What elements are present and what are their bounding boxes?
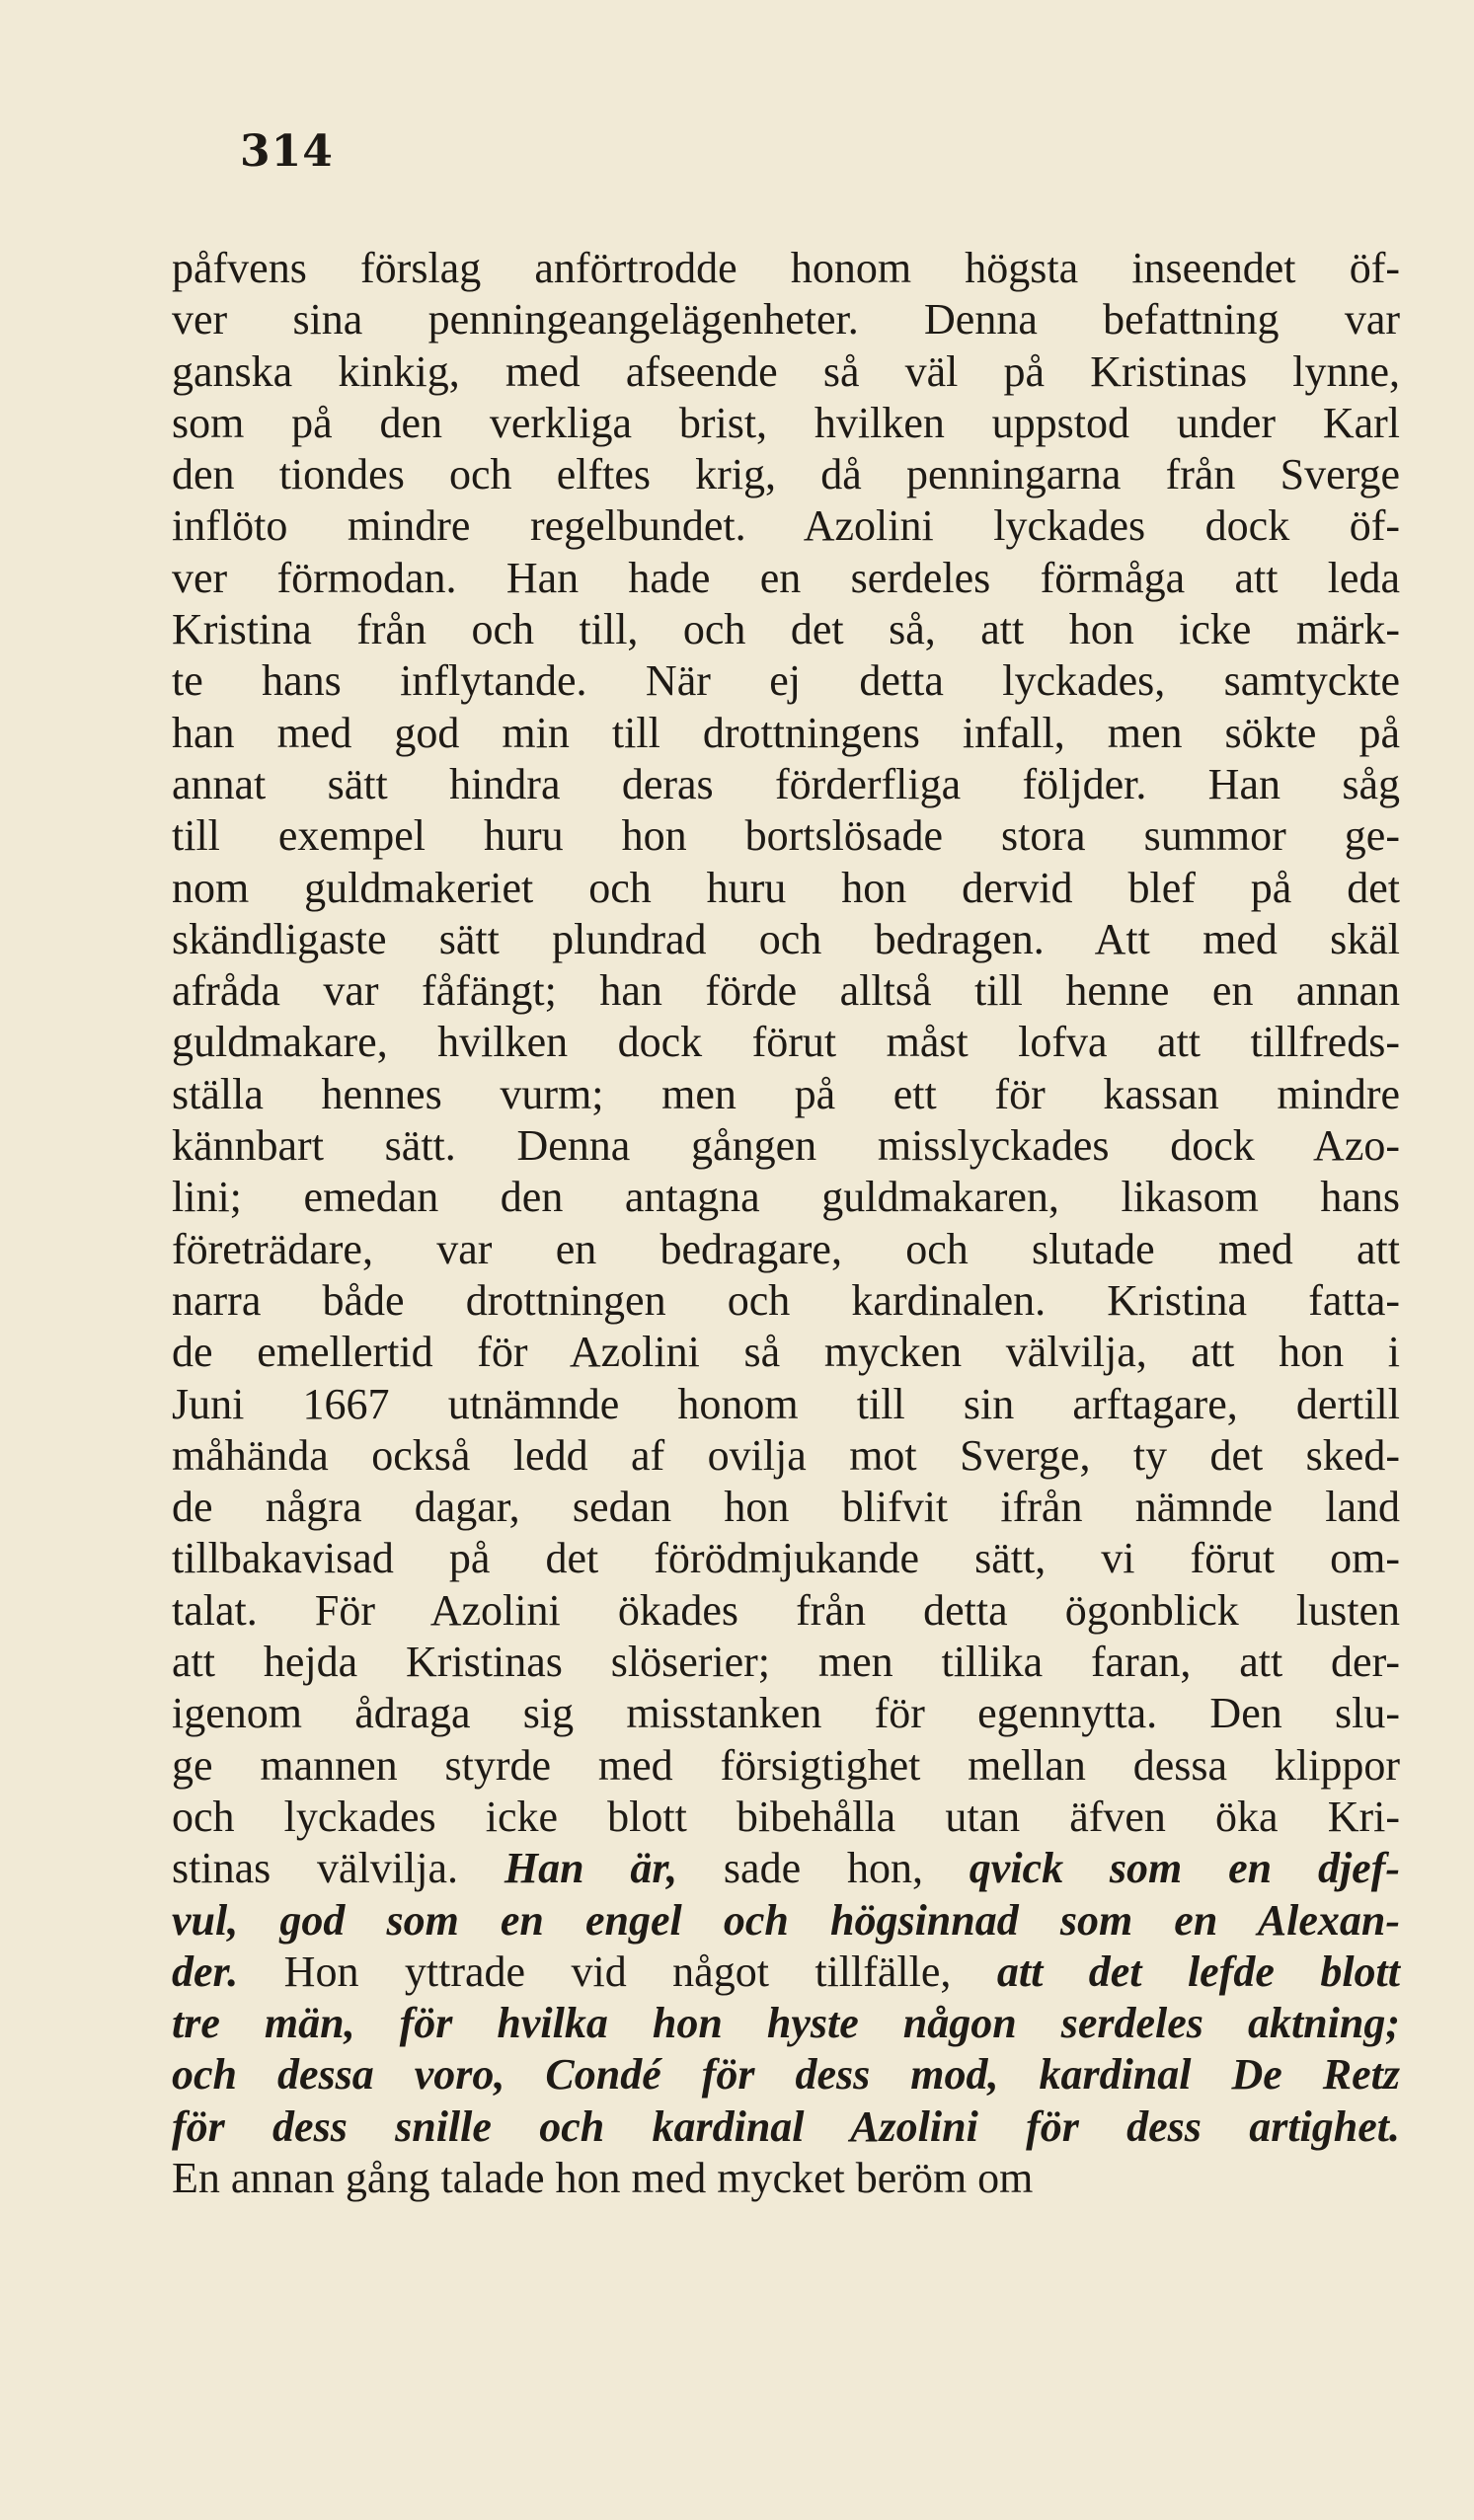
text-line xyxy=(172,759,1400,810)
line-text: han med god min till drottningens infall, men sökte på xyxy=(172,708,1400,757)
text-line xyxy=(172,914,1400,965)
text-line xyxy=(172,2101,1400,2153)
line-text: och lyckades icke blott bibehålla utan äfven öka Kri- xyxy=(172,1792,1400,1841)
text-line xyxy=(172,965,1400,1017)
text-line xyxy=(172,398,1400,449)
text-line xyxy=(172,1895,1400,1947)
line-text: ge mannen styrde med försigtighet mellan dessa klippor xyxy=(172,1740,1400,1790)
text-line xyxy=(172,1688,1400,1739)
text-line xyxy=(172,294,1400,345)
text-line xyxy=(172,1172,1400,1223)
text-line xyxy=(172,1482,1400,1533)
text-line xyxy=(172,655,1400,707)
text-line xyxy=(172,1069,1400,1120)
emphasis-text: Han är, xyxy=(504,1844,678,1893)
text-line xyxy=(172,1740,1400,1792)
line-text: ganska kinkig, med afseende så väl på Kristinas lynne, xyxy=(172,346,1400,396)
line-text: inflöto mindre regelbundet. Azolini lyckades dock öf- xyxy=(172,501,1400,551)
text-line xyxy=(172,1637,1400,1688)
text-line xyxy=(172,243,1400,294)
line-text: den tiondes och elftes krig, då penningarna från Sverge xyxy=(172,450,1400,499)
text-line xyxy=(172,1843,1400,1894)
line-text: ver förmodan. Han hade en serdeles förmåga att leda xyxy=(172,553,1400,602)
line-text: skändligaste sätt plundrad och bedragen. Att med skäl xyxy=(172,914,1400,963)
text-line xyxy=(172,2049,1400,2100)
text-line xyxy=(172,500,1400,552)
emphasis-text: och dessa voro, Condé för dess mod, kardinal De Retz xyxy=(172,2050,1400,2100)
text-line xyxy=(172,1947,1400,1998)
line-text: ställa hennes vurm; men på ett för kassan mindre xyxy=(172,1069,1400,1118)
line-text: nom guldmakeriet och huru hon dervid blef på det xyxy=(172,863,1400,912)
line-text: stinas välvilja. xyxy=(172,1844,504,1893)
line-text: som på den verkliga brist, hvilken uppstod under Karl xyxy=(172,398,1400,447)
line-text: talat. För Azolini ökades från detta ögonblick lusten xyxy=(172,1585,1400,1635)
text-line xyxy=(172,346,1400,398)
line-text: afråda var fåfängt; han förde alltså till henne en annan xyxy=(172,966,1400,1016)
line-text: narra både drottningen och kardinalen. Kristina fatta- xyxy=(172,1275,1400,1325)
line-text: måhända också ledd af ovilja mot Sverge, ty det sked- xyxy=(172,1430,1400,1480)
emphasis-text: tre män, för hvilka hon hyste någon serdeles aktning; xyxy=(172,1999,1400,2048)
line-text: En annan gång talade hon med mycket beröm om xyxy=(172,2153,1034,2202)
emphasis-text: der. xyxy=(172,1947,239,1996)
line-text: tillbakavisad på det förödmjukande sätt, vi förut om- xyxy=(172,1534,1400,1583)
text-line xyxy=(172,449,1400,500)
line-text: ver sina penningeangelägenheter. Denna befattning var xyxy=(172,295,1400,344)
line-text: sade hon, xyxy=(677,1844,970,1893)
text-line xyxy=(172,1792,1400,1843)
line-text: Hon yttrade vid något tillfälle, xyxy=(238,1947,997,1996)
text-line xyxy=(172,708,1400,759)
line-text: Juni 1667 utnämnde honom till sin arftagare, dertill xyxy=(172,1379,1400,1428)
text-line xyxy=(172,1120,1400,1172)
line-text: lini; emedan den antagna guldmakaren, likasom hans xyxy=(172,1173,1400,1222)
body-text xyxy=(172,243,1400,2204)
line-text: annat sätt hindra deras förderfliga följder. Han såg xyxy=(172,759,1400,808)
text-line xyxy=(172,1379,1400,1430)
text-line xyxy=(172,604,1400,655)
emphasis-text: för dess snille och kardinal Azolini för dess artighet. xyxy=(172,2101,1400,2151)
text-line xyxy=(172,553,1400,604)
line-text: att hejda Kristinas slöserier; men tillika faran, att der- xyxy=(172,1638,1400,1687)
line-text: Kristina från och till, och det så, att hon icke märk- xyxy=(172,605,1400,654)
line-text: guldmakare, hvilken dock förut måst lofva att tillfreds- xyxy=(172,1018,1400,1067)
text-line xyxy=(172,1327,1400,1378)
page-number: 314 xyxy=(240,126,334,177)
line-text: de några dagar, sedan hon blifvit ifrån nämnde land xyxy=(172,1483,1400,1532)
text-line xyxy=(172,1017,1400,1068)
text-line xyxy=(172,2153,1400,2204)
text-line xyxy=(172,863,1400,914)
emphasis-text: vul, god som en engel och högsinnad som en Alexan- xyxy=(172,1895,1400,1945)
line-text: te hans inflytande. När ej detta lyckades, samtyckte xyxy=(172,656,1400,706)
text-line xyxy=(172,1998,1400,2049)
text-line xyxy=(172,1224,1400,1275)
emphasis-text: qvick som en djef- xyxy=(969,1844,1400,1893)
line-text: igenom ådraga sig misstanken för egennytta. Den slu- xyxy=(172,1689,1400,1738)
line-text: till exempel huru hon bortslösade stora summor ge- xyxy=(172,811,1400,861)
text-line xyxy=(172,810,1400,862)
text-line xyxy=(172,1533,1400,1584)
line-text: de emellertid för Azolini så mycken välvilja, att hon i xyxy=(172,1328,1400,1377)
text-line xyxy=(172,1275,1400,1327)
line-text: påfvens förslag anförtrodde honom högsta inseendet öf- xyxy=(172,244,1400,292)
line-text: företrädare, var en bedragare, och slutade med att xyxy=(172,1224,1400,1273)
emphasis-text: att det lefde blott xyxy=(996,1947,1400,1996)
text-line xyxy=(172,1585,1400,1637)
text-line xyxy=(172,1430,1400,1482)
line-text: kännbart sätt. Denna gången misslyckades dock Azo- xyxy=(172,1121,1400,1171)
